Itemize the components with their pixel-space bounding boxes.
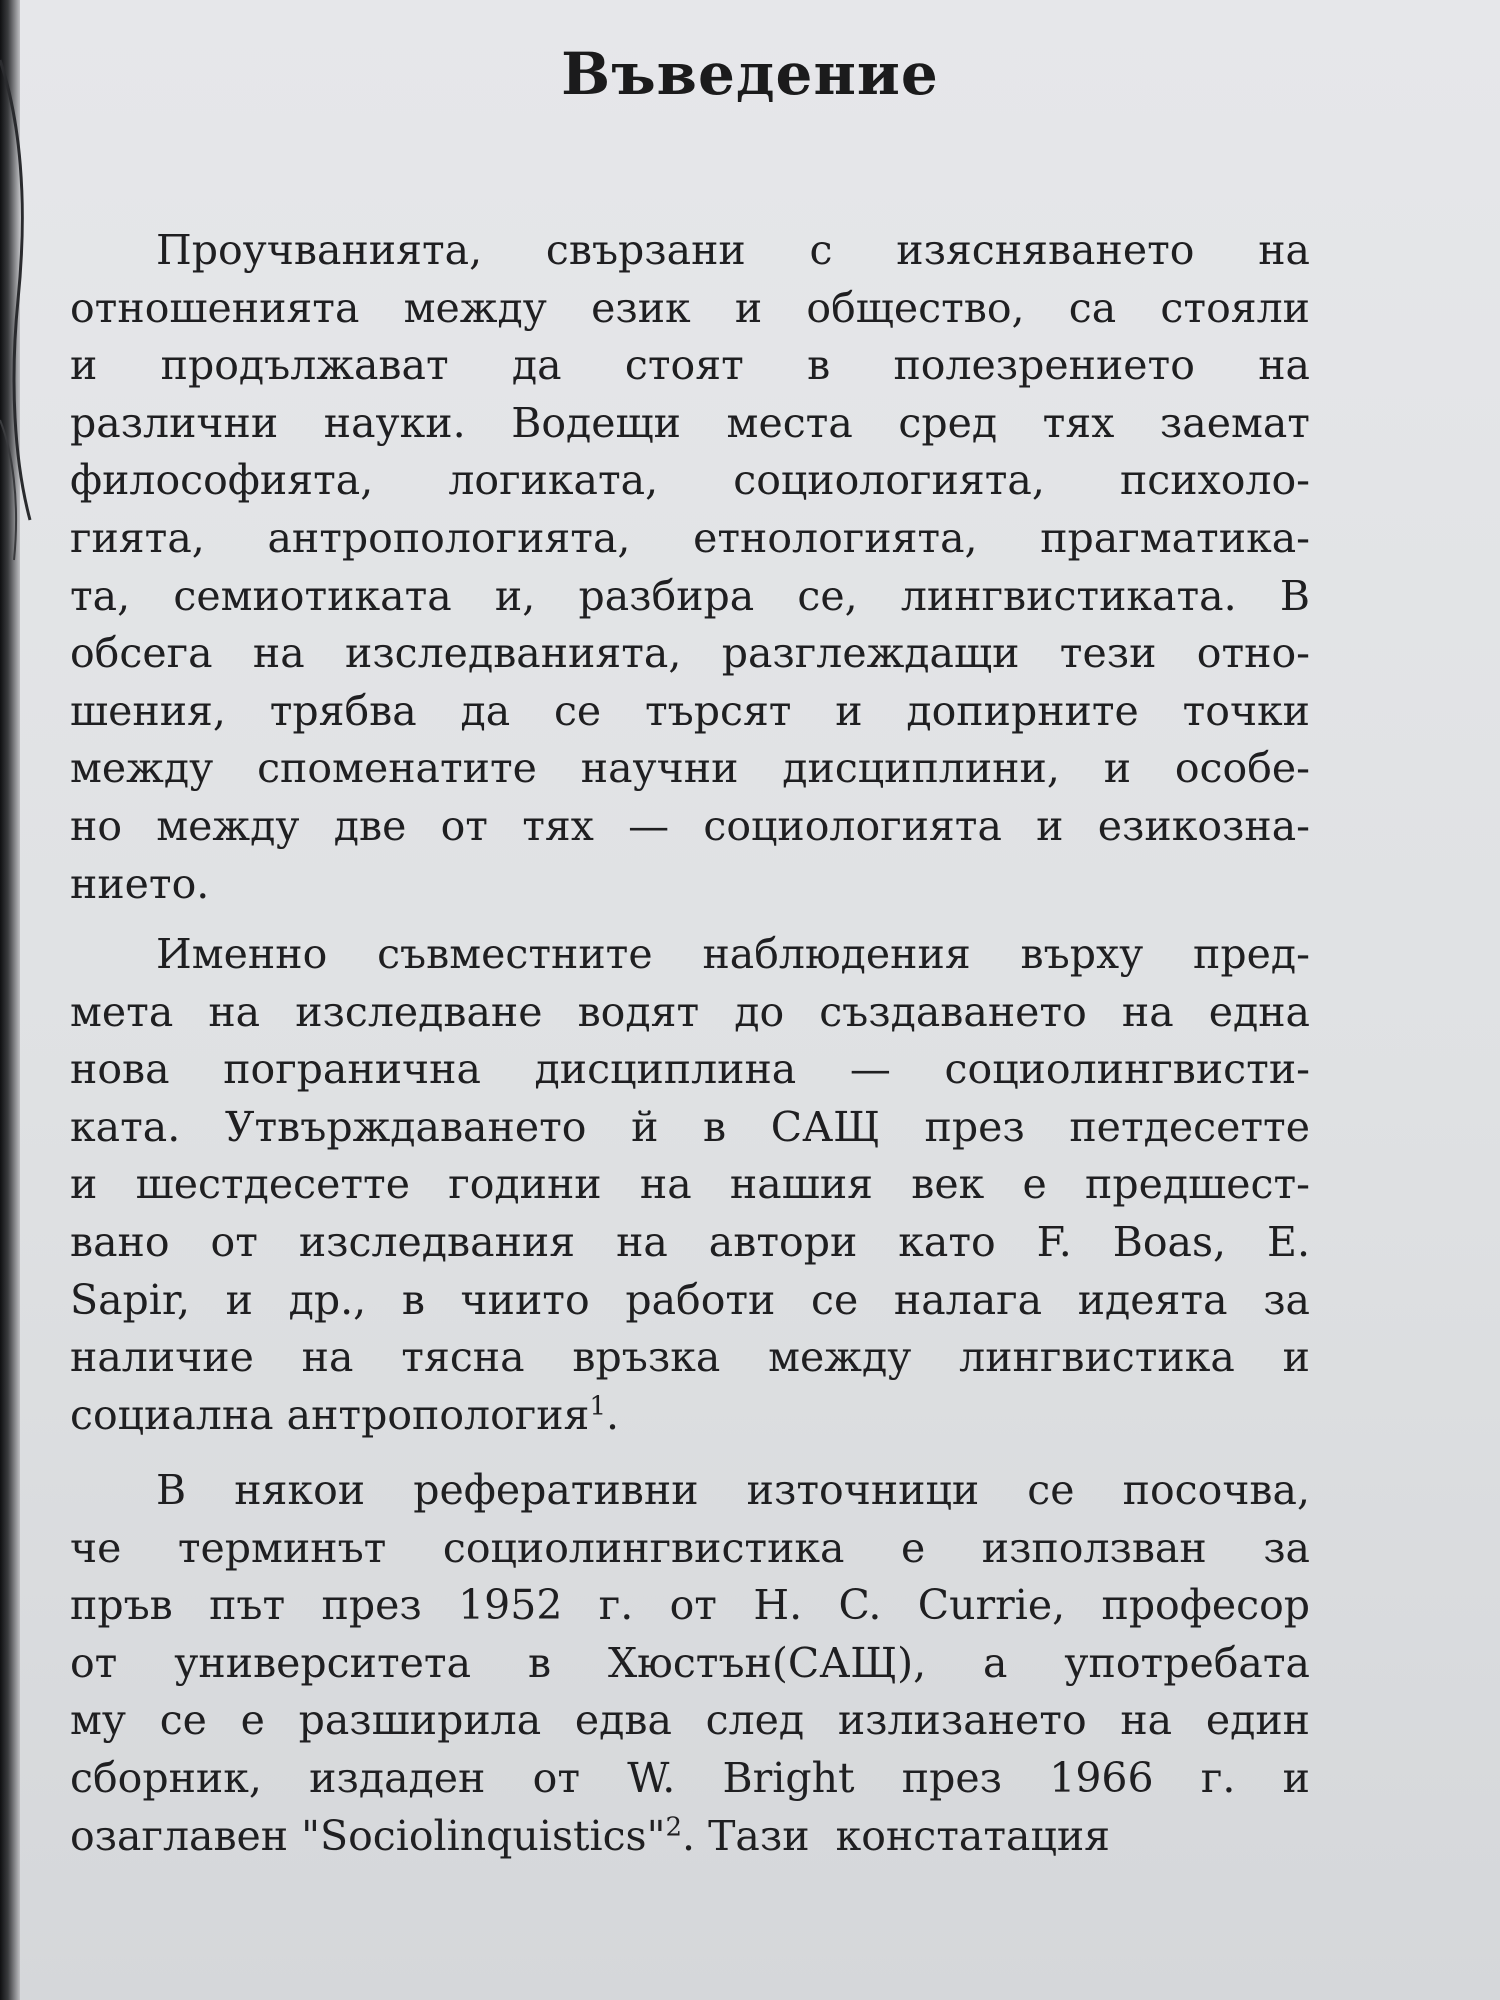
text-line: наличие на тясна връзка между лингвистика и xyxy=(70,1333,1310,1382)
text-line: от университета в Хюстън(САЩ), а употребата xyxy=(70,1638,1310,1687)
text-line-content: озаглавен "Sociolinquistics" xyxy=(70,1811,666,1860)
text-line: пръв път през 1952 г. от H. C. Currie, професор xyxy=(70,1581,1310,1630)
text-line: му се е разширила едва след излизането на един xyxy=(70,1696,1310,1745)
paragraph-1 xyxy=(70,222,1310,913)
footnote-marker: 1 xyxy=(589,1391,606,1422)
text-line: гията, антропологията, етнологията, прагматика- xyxy=(70,513,1310,562)
text-line: В някои реферативни източници се посочва, xyxy=(156,1466,1310,1514)
chapter-title: Въведение xyxy=(561,40,939,108)
text-line: вано от изследвания на автори като F. Boas, E. xyxy=(70,1217,1310,1266)
text-line: философията, логиката, социологията, психоло- xyxy=(70,456,1310,505)
paragraph-2 xyxy=(70,926,1310,1444)
text-line: шения, трябва да се търсят и допирните точки xyxy=(70,686,1310,735)
text-line: ката. Утвърждаването й в САЩ през петдесетте xyxy=(70,1102,1310,1151)
text-line xyxy=(70,1387,1310,1445)
text-line: отношенията между език и общество, са стояли xyxy=(70,283,1310,332)
paragraph-3 xyxy=(70,1462,1310,1865)
text-line: между споменатите научни дисциплини, и особе- xyxy=(70,744,1310,793)
text-line: та, семиотиката и, разбира се, лингвистиката. В xyxy=(70,571,1310,620)
text-line: сборник, издаден от W. Bright през 1966 г. и xyxy=(70,1753,1310,1802)
text-line: Sapir, и др., в чиито работи се налага идеята за xyxy=(70,1275,1310,1324)
text-line-tail: . Тази констатация xyxy=(682,1811,1111,1860)
text-line-tail: . xyxy=(605,1390,620,1439)
text-line xyxy=(70,1808,1310,1866)
text-line: мета на изследване водят до създаването на една xyxy=(70,987,1310,1036)
text-line: но между две от тях — социологията и езикозна- xyxy=(70,801,1310,850)
text-line: Именно съвместните наблюдения върху пред- xyxy=(156,930,1310,978)
text-line: Проучванията, свързани с изясняването на xyxy=(156,226,1310,274)
text-line: че терминът социолингвистика е използван за xyxy=(70,1523,1310,1572)
text-line-content: социална антропология xyxy=(70,1390,590,1439)
footnote-marker: 2 xyxy=(665,1811,682,1842)
text-line: нието. xyxy=(70,859,210,908)
text-line: различни науки. Водещи места сред тях заемат xyxy=(70,398,1310,447)
text-line: и продължават да стоят в полезрението на xyxy=(70,341,1310,390)
text-line: нова погранична дисциплина — социолингвисти- xyxy=(70,1045,1310,1094)
text-line: обсега на изследванията, разглеждащи тези отно- xyxy=(70,629,1310,678)
text-line: и шестдесетте години на нашия век е предшест- xyxy=(70,1160,1310,1209)
